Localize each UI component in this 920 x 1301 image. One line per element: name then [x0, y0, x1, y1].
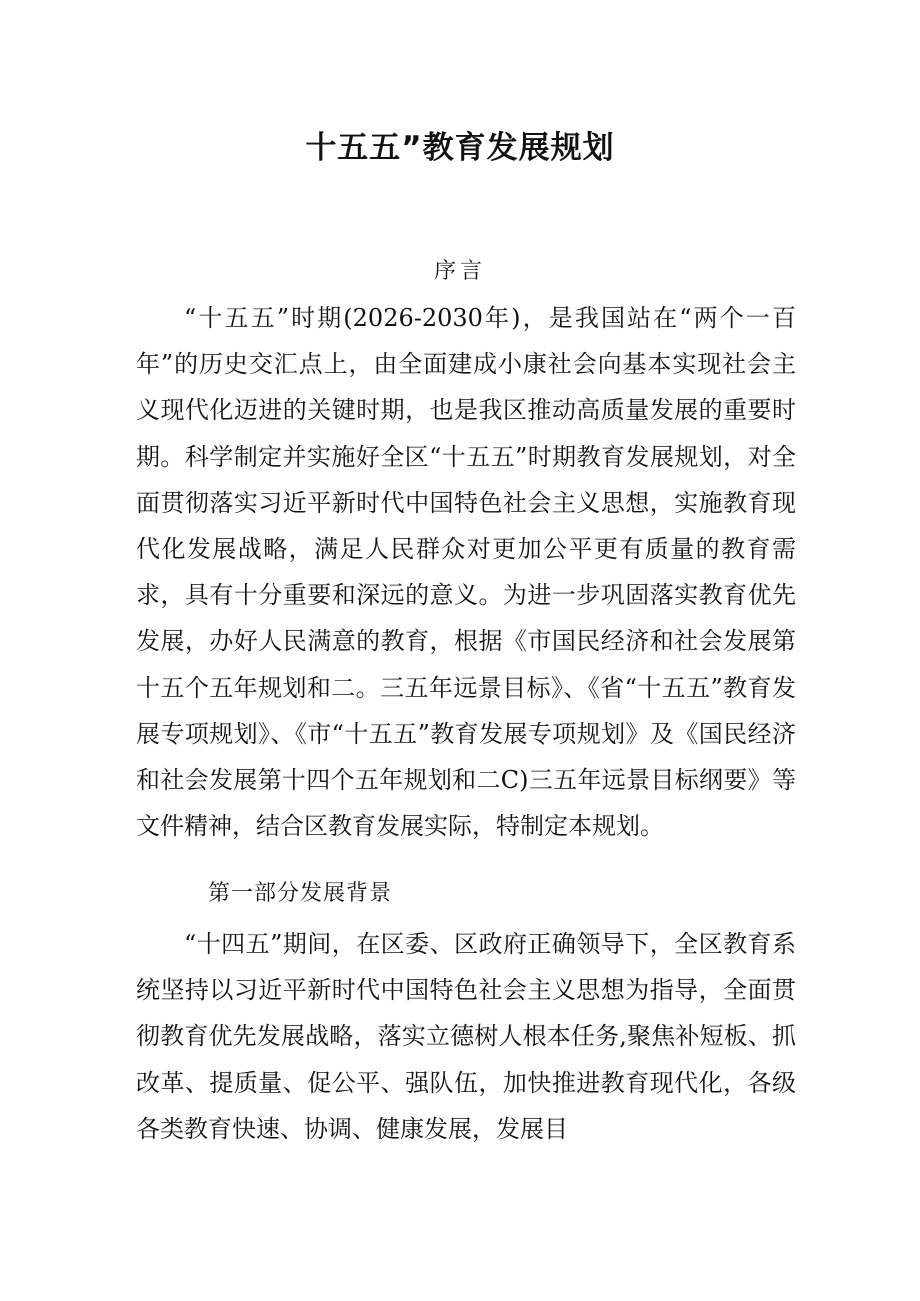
- preface-heading: 序言: [433, 259, 486, 284]
- part1-heading: 第一部分发展背景: [208, 881, 393, 906]
- part1-paragraph: “十四五”期间，在区委、区政府正确领导下，全区教育系统坚持以习近平新时代中国特色社会主义思想为指导，全面贯彻教育优先发展战略，落实立德树人根本任务,聚焦补短板、抓改革、提质量、促公平、强队伍，加快推进教育现代化，各级各类教育快速、协调、健康发展，发展目: [136, 930, 796, 1143]
- preface-paragraph: “十五五”时期(2026-2030年)，是我国站在“两个一百年”的历史交汇点上，由全面建成小康社会向基本实现社会主义现代化迈进的关键时期，也是我区推动高质量发展的重要时期。科学制定并实施好全区“十五五”时期教育发展规划，对全面贯彻落实习近平新时代中国特色社会主义思想，实施教育现代化发展战略，满足人民群众对更加公平更有质量的教育需求，具有十分重要和深远的意义。为进一步巩固落实教育优先发展，办好人民满意的教育，根据《市国民经济和社会发展第十五个五年规划和二。三五年远景目标》、《省“十五五”教育发展专项规划》、《市“十五五”教育发展专项规划》及《国民经济和社会发展第十四个五年规划和二C)三五年远景目标纲要》等文件精神，结合区教育发展实际，特制定本规划。: [136, 304, 796, 841]
- document-title: 十五五”教育发展规划: [305, 130, 615, 166]
